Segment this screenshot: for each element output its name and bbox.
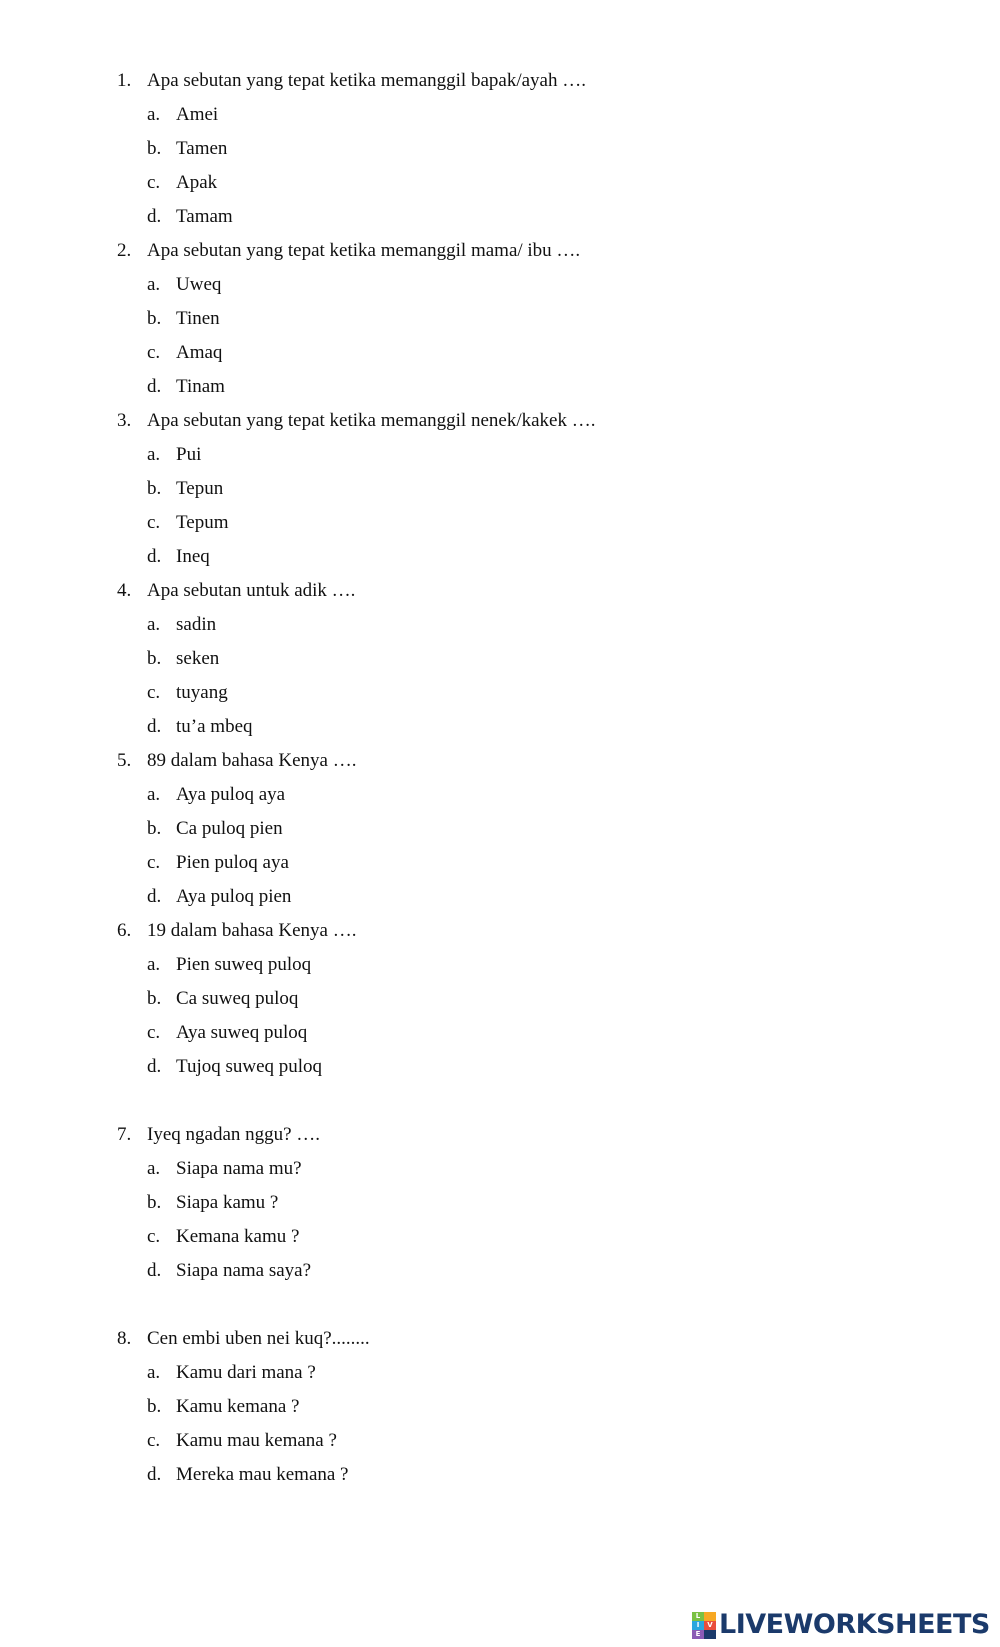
question-7 [117, 1123, 320, 1147]
option-letter: a. [147, 274, 161, 295]
option-text: Mereka mau kemana ? [176, 1464, 349, 1485]
question-number: 6. [117, 920, 132, 941]
question-number: 3. [117, 410, 132, 431]
question-text: 19 dalam bahasa Kenya …. [147, 920, 357, 941]
option-text: Tamen [176, 138, 228, 159]
option-letter: c. [147, 1226, 161, 1247]
option-text: Aya puloq aya [176, 784, 286, 805]
option-text: Tepum [176, 512, 229, 533]
option-8b [147, 1395, 299, 1419]
option-letter: d. [147, 206, 162, 227]
option-5d [147, 885, 291, 909]
question-1 [117, 69, 586, 93]
question-2 [117, 239, 580, 263]
option-text: Ca suweq puloq [176, 988, 299, 1009]
option-5c [147, 851, 289, 875]
option-letter: b. [147, 1396, 162, 1417]
question-number: 2. [117, 240, 132, 261]
option-letter: c. [147, 682, 161, 703]
logo-mark-cell [704, 1630, 716, 1639]
option-3b [147, 477, 223, 501]
option-text: Aya suweq puloq [176, 1022, 308, 1043]
question-number: 1. [117, 70, 132, 91]
option-letter: d. [147, 376, 162, 397]
option-1a [147, 103, 218, 127]
option-text: Amei [176, 104, 219, 125]
option-5a [147, 783, 285, 807]
question-text: Cen embi uben nei kuq?........ [147, 1328, 370, 1349]
option-text: Siapa nama mu? [176, 1158, 302, 1179]
option-letter: a. [147, 1158, 161, 1179]
option-text: Siapa kamu ? [176, 1192, 279, 1213]
question-5 [117, 749, 356, 773]
option-1b [147, 137, 227, 161]
option-2d [147, 375, 225, 399]
logo-mark-cell: I [692, 1621, 704, 1630]
option-4c [147, 681, 228, 705]
option-text: Pien puloq aya [176, 852, 289, 873]
option-text: Tinam [176, 376, 225, 397]
option-6c [147, 1021, 307, 1045]
option-text: Ineq [176, 546, 210, 567]
option-letter: d. [147, 546, 162, 567]
option-text: Kamu dari mana ? [176, 1362, 316, 1383]
option-letter: c. [147, 852, 161, 873]
question-text: Iyeq ngadan nggu? …. [147, 1124, 321, 1145]
option-text: sadin [176, 614, 217, 635]
option-8d [147, 1463, 349, 1487]
option-letter: d. [147, 886, 162, 907]
option-text: Kamu kemana ? [176, 1396, 300, 1417]
option-text: Tepun [176, 478, 224, 499]
question-number: 7. [117, 1124, 132, 1145]
option-text: Ca puloq pien [176, 818, 283, 839]
option-text: Apak [176, 172, 218, 193]
question-number: 4. [117, 580, 132, 601]
option-5b [147, 817, 283, 841]
option-letter: d. [147, 1464, 162, 1485]
question-4 [117, 579, 355, 603]
question-number: 5. [117, 750, 132, 771]
option-7a [147, 1157, 302, 1181]
option-2c [147, 341, 222, 365]
question-text: Apa sebutan yang tepat ketika memanggil bapak/ayah …. [147, 70, 586, 91]
option-letter: a. [147, 954, 161, 975]
option-text: Kemana kamu ? [176, 1226, 300, 1247]
option-letter: d. [147, 716, 162, 737]
option-letter: a. [147, 1362, 161, 1383]
option-text: Kamu mau kemana ? [176, 1430, 337, 1451]
option-letter: d. [147, 1260, 162, 1281]
option-letter: c. [147, 512, 161, 533]
option-letter: b. [147, 988, 162, 1009]
option-4b [147, 647, 219, 671]
option-text: seken [176, 648, 220, 669]
option-2b [147, 307, 220, 331]
option-text: Amaq [176, 342, 223, 363]
liveworksheets-logo-text: LIVEWORKSHEETS [719, 1609, 990, 1640]
option-letter: c. [147, 1430, 161, 1451]
option-3d [147, 545, 210, 569]
question-6 [117, 919, 356, 943]
logo-mark-cell [704, 1612, 716, 1621]
option-6a [147, 953, 311, 977]
question-text: 89 dalam bahasa Kenya …. [147, 750, 357, 771]
option-3a [147, 443, 201, 467]
option-letter: c. [147, 342, 161, 363]
option-letter: b. [147, 138, 162, 159]
question-number: 8. [117, 1328, 132, 1349]
option-letter: b. [147, 1192, 162, 1213]
option-letter: a. [147, 614, 161, 635]
logo-mark-cell: V [704, 1621, 716, 1630]
option-6d [147, 1055, 322, 1079]
option-letter: b. [147, 308, 162, 329]
option-text: Pui [176, 444, 202, 465]
option-3c [147, 511, 229, 535]
option-7c [147, 1225, 299, 1249]
option-letter: a. [147, 444, 161, 465]
question-text: Apa sebutan untuk adik …. [147, 580, 356, 601]
option-text: Siapa nama saya? [176, 1260, 312, 1281]
option-letter: b. [147, 818, 162, 839]
option-text: Pien suweq puloq [176, 954, 312, 975]
question-3 [117, 409, 595, 433]
liveworksheets-logo-icon [692, 1612, 716, 1639]
option-7d [147, 1259, 311, 1283]
option-text: Tamam [176, 206, 233, 227]
option-letter: b. [147, 648, 162, 669]
question-8 [117, 1327, 370, 1351]
option-letter: c. [147, 1022, 161, 1043]
option-8a [147, 1361, 316, 1385]
option-7b [147, 1191, 278, 1215]
option-text: Aya puloq pien [176, 886, 292, 907]
option-text: Uweq [176, 274, 222, 295]
option-1c [147, 171, 217, 195]
question-text: Apa sebutan yang tepat ketika memanggil nenek/kakek …. [147, 410, 596, 431]
option-letter: d. [147, 1056, 162, 1077]
option-letter: a. [147, 784, 161, 805]
option-8c [147, 1429, 337, 1453]
option-letter: a. [147, 104, 161, 125]
option-2a [147, 273, 221, 297]
option-letter: c. [147, 172, 161, 193]
option-text: tuyang [176, 682, 228, 703]
option-1d [147, 205, 233, 229]
liveworksheets-logo[interactable] [692, 1607, 990, 1643]
option-4a [147, 613, 216, 637]
question-text: Apa sebutan yang tepat ketika memanggil mama/ ibu …. [147, 240, 581, 261]
option-letter: b. [147, 478, 162, 499]
logo-mark-cell: E [692, 1630, 704, 1639]
logo-mark-cell: L [692, 1612, 704, 1621]
option-text: Tujoq suweq puloq [176, 1056, 323, 1077]
option-6b [147, 987, 298, 1011]
option-text: tu’a mbeq [176, 716, 253, 737]
option-text: Tinen [176, 308, 220, 329]
option-4d [147, 715, 253, 739]
